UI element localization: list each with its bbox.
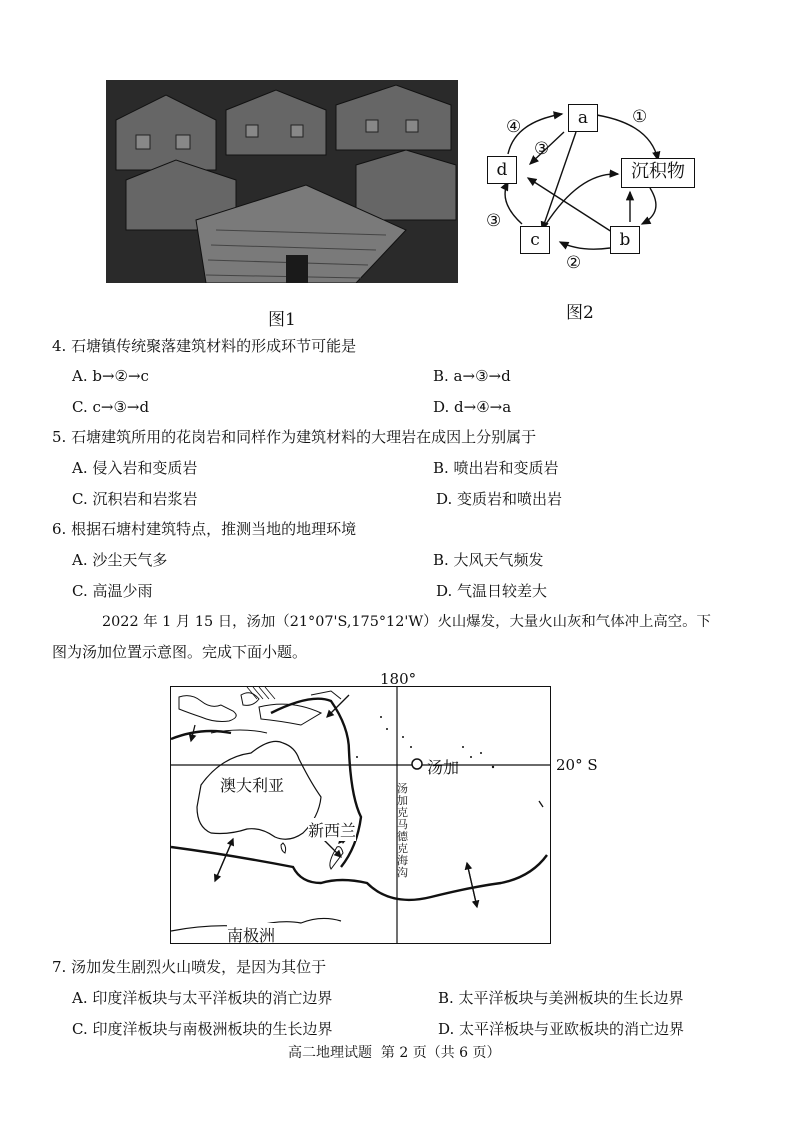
q7-option-b: B. 太平洋板块与美洲板块的生长边界 <box>438 989 684 1007</box>
figure2-label: 图2 <box>566 303 594 323</box>
map-latitude-label: 20° S <box>556 756 598 774</box>
q7-option-a: A. 印度洋板块与太平洋板块的消亡边界 <box>72 989 333 1007</box>
arrow-label-1: ① <box>632 107 648 127</box>
map-label-tonga: 汤加 <box>427 758 460 777</box>
arrow-label-3b: ③ <box>486 211 502 231</box>
page-footer: 高二地理试题 第 2 页（共 6 页） <box>288 1045 501 1061</box>
q4-option-c: C. c→③→d <box>72 398 150 416</box>
q4-option-d: D. d→④→a <box>433 398 512 416</box>
passage-line-2: 图为汤加位置示意图。完成下面小题。 <box>52 643 308 661</box>
map-label-trench: 汤加克马德克海沟 <box>397 782 408 879</box>
q6-option-a: A. 沙尘天气多 <box>72 551 168 569</box>
q5-option-d: D. 变质岩和喷出岩 <box>436 490 563 508</box>
q6-option-d: D. 气温日较差大 <box>436 582 548 600</box>
map-label-antarctica: 南极洲 <box>227 923 275 944</box>
question-6-stem: 6. 根据石塘村建筑特点，推测当地的地理环境 <box>52 520 357 538</box>
box-c: c <box>520 226 550 254</box>
box-a: a <box>568 104 598 132</box>
village-photo <box>106 80 458 283</box>
q4-option-a: A. b→②→c <box>72 367 149 385</box>
q4-option-b: B. a→③→d <box>433 367 511 385</box>
question-5-stem: 5. 石塘建筑所用的花岗岩和同样作为建筑材料的大理岩在成因上分别属于 <box>52 428 537 446</box>
rock-cycle-diagram <box>480 92 710 282</box>
arrow-label-2: ② <box>566 253 582 273</box>
box-sediment: 沉积物 <box>621 158 695 188</box>
tonga-location-map <box>170 686 551 944</box>
question-4-stem: 4. 石塘镇传统聚落建筑材料的形成环节可能是 <box>52 337 357 355</box>
passage-line-1: 2022 年 1 月 15 日，汤加（21°07'S,175°12'W）火山爆发，大量火山灰和气体冲上高空。下 <box>102 614 711 630</box>
map-label-australia: 澳大利亚 <box>220 773 284 796</box>
q5-option-a: A. 侵入岩和变质岩 <box>72 459 198 477</box>
q7-option-d: D. 太平洋板块与亚欧板块的消亡边界 <box>438 1020 685 1038</box>
map-longitude-label: 180° <box>380 670 417 688</box>
map-label-new-zealand: 新西兰 <box>308 818 356 841</box>
arrow-label-3a: ③ <box>534 139 550 159</box>
q5-option-c: C. 沉积岩和岩浆岩 <box>72 490 198 508</box>
question-7-stem: 7. 汤加发生剧烈火山喷发，是因为其位于 <box>52 958 327 976</box>
q6-option-b: B. 大风天气频发 <box>433 551 544 569</box>
box-d: d <box>487 156 517 184</box>
q6-option-c: C. 高温少雨 <box>72 582 153 600</box>
q7-option-c: C. 印度洋板块与南极洲板块的生长边界 <box>72 1020 333 1038</box>
box-b: b <box>610 226 640 254</box>
q5-option-b: B. 喷出岩和变质岩 <box>433 459 559 477</box>
arrow-label-4: ④ <box>506 117 522 137</box>
figure1-label: 图1 <box>268 310 296 330</box>
